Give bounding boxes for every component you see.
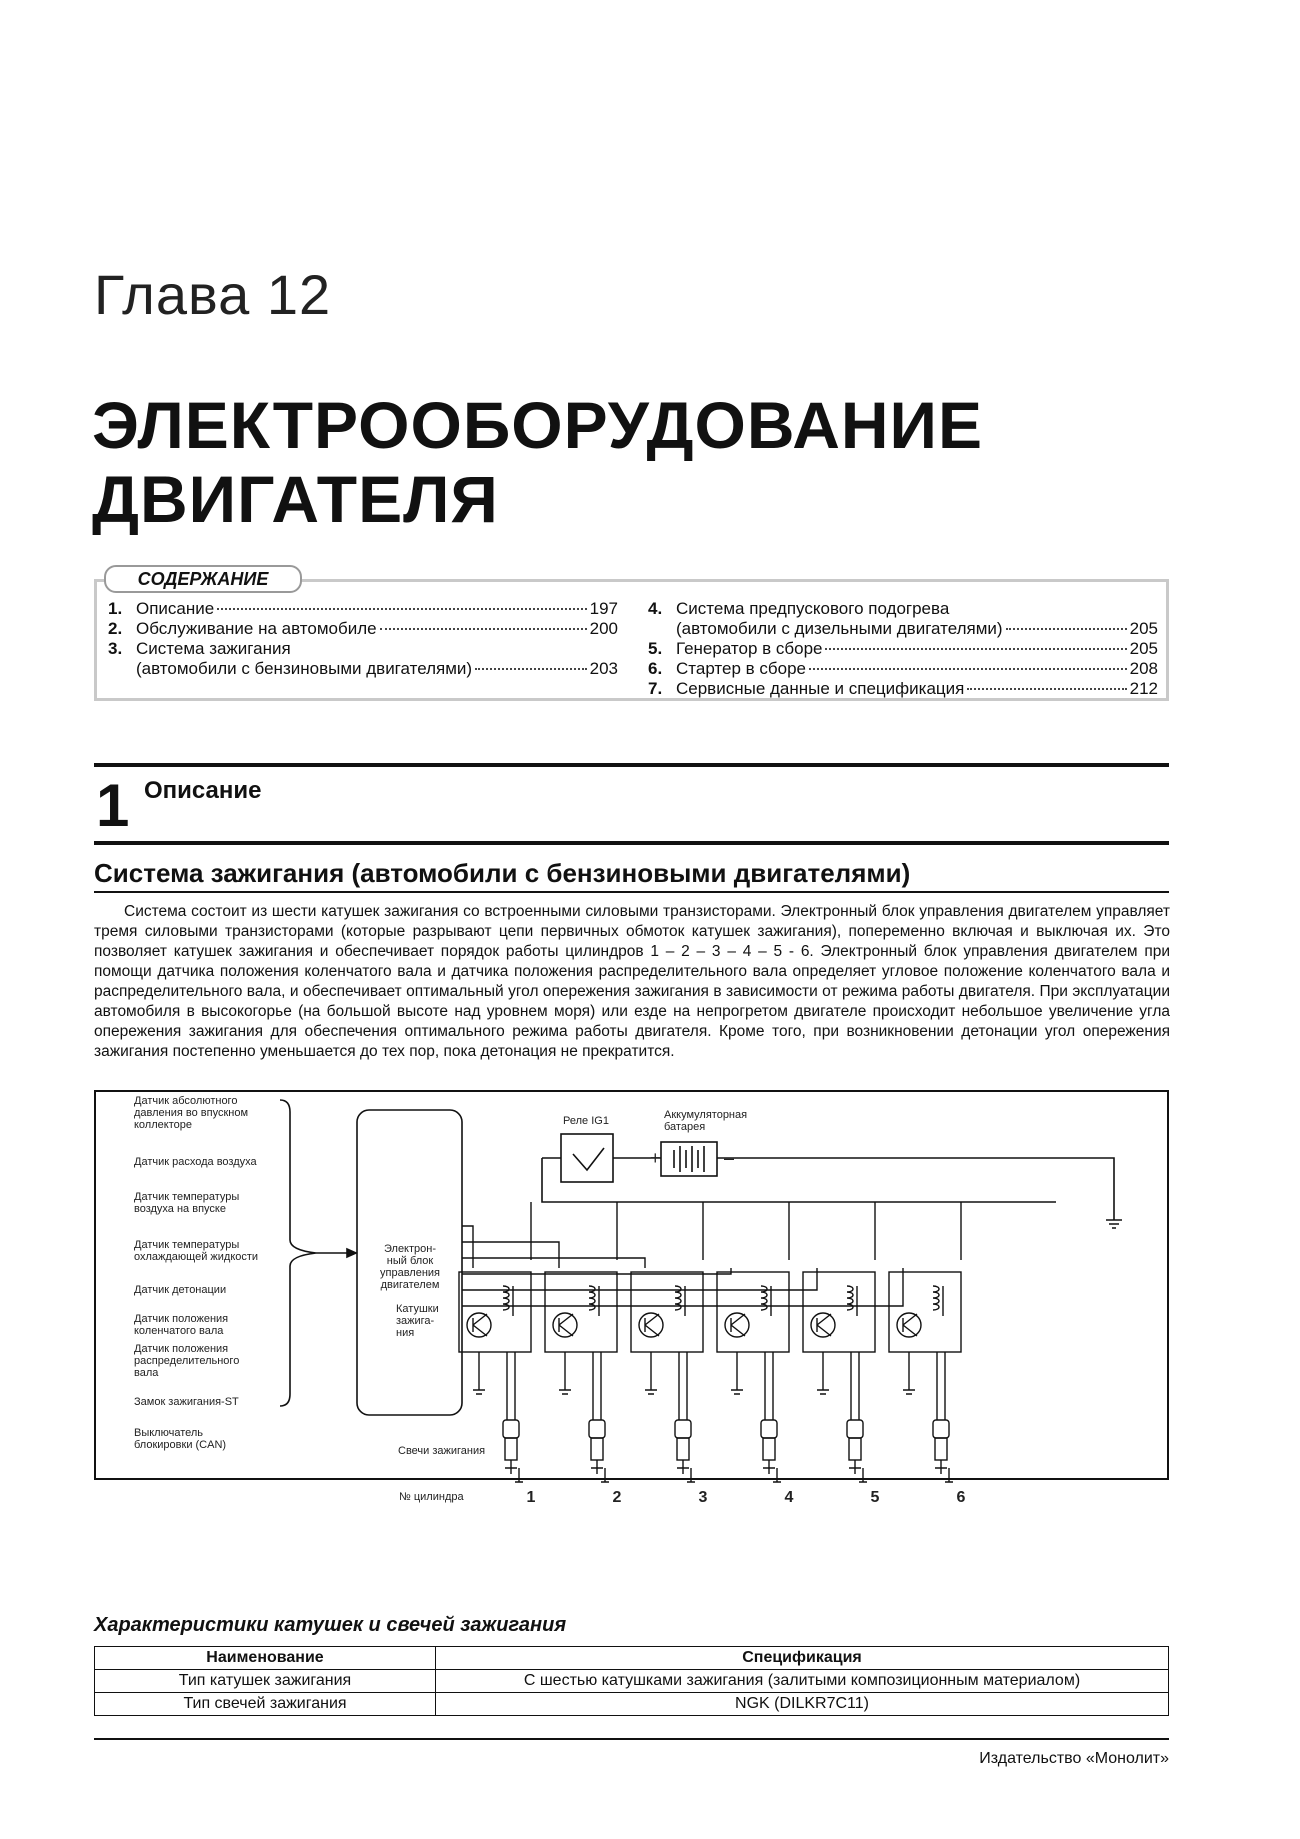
contents-item[interactable]: 1. Описание 197 — [108, 599, 618, 618]
coil-signal-wire — [462, 1226, 473, 1268]
cylinder-label: № цилиндра — [399, 1491, 464, 1503]
sensor-label: Датчик расхода воздуха — [134, 1156, 257, 1168]
transistor-symbol — [559, 1314, 573, 1336]
spark-plug-body — [677, 1438, 689, 1460]
ignition-cable — [507, 1352, 515, 1420]
spark-plug-insulator — [847, 1420, 863, 1438]
ignition-coil — [889, 1272, 961, 1352]
ecu-label: Электрон-ный блок управления двигателем — [380, 1243, 440, 1291]
ignition-cable — [937, 1352, 945, 1420]
table-row — [95, 1693, 1169, 1716]
ignition-coil — [631, 1272, 703, 1352]
ignition-wiring-diagram — [94, 1090, 1169, 1506]
ignition-coil — [717, 1272, 789, 1352]
contents-item-continuation[interactable]: (автомобили с дизельными двигателями) 205 — [676, 619, 1158, 638]
contents-item[interactable]: 7. Сервисные данные и спецификация 212 — [648, 679, 1158, 698]
coil-ground — [645, 1352, 657, 1394]
coil-ground — [559, 1352, 571, 1394]
sensor-label: Датчик температуры воздуха на впуске — [134, 1191, 240, 1215]
contents-item[interactable]: 4. Система предпускового подогрева — [648, 599, 950, 618]
power-transistor — [467, 1313, 491, 1337]
section-title: Описание — [144, 777, 262, 804]
relay-label: Реле IG1 — [563, 1115, 609, 1127]
coil-ground — [731, 1352, 743, 1394]
power-bus — [542, 1158, 1056, 1202]
spark-plug-insulator — [503, 1420, 519, 1438]
relay-box — [561, 1134, 613, 1182]
table-cell: Тип катушек зажигания — [95, 1670, 436, 1693]
chapter-title-line-1: ЭЛЕКТРООБОРУДОВАНИЕ — [92, 388, 983, 462]
cylinder-number: 1 — [526, 1489, 536, 1506]
spark-plug-insulator — [675, 1420, 691, 1438]
table-cell: NGK (DILKR7C11) — [436, 1693, 1169, 1716]
spark-plug-insulator — [761, 1420, 777, 1438]
coil-ground — [473, 1352, 485, 1394]
coils-label: Катушки зажига-ния — [396, 1303, 439, 1339]
ignition-coil — [803, 1272, 875, 1352]
sensor-label: Датчик абсолютного давления во впускном коллекторе — [134, 1095, 249, 1131]
ignition-coil — [545, 1272, 617, 1352]
transistor-symbol — [903, 1314, 917, 1336]
transistor-symbol — [645, 1314, 659, 1336]
section-rule-bottom — [94, 841, 1169, 845]
footer-rule — [94, 1738, 1169, 1740]
coil-ground — [817, 1352, 829, 1394]
coil-winding — [847, 1286, 857, 1316]
table-title: Характеристики катушек и свечей зажигания — [94, 1614, 567, 1636]
plugs-label: Свечи зажигания — [398, 1445, 486, 1457]
column-header-name: Наименование — [95, 1647, 436, 1670]
arrow-head — [347, 1249, 356, 1257]
ignition-cable — [765, 1352, 773, 1420]
table-cell: С шестью катушками зажигания (залитыми композиционным материалом) — [436, 1670, 1169, 1693]
chapter-label: Глава 12 — [94, 263, 332, 326]
power-transistor — [725, 1313, 749, 1337]
spark-plug-body — [935, 1438, 947, 1460]
chapter-title — [92, 388, 983, 536]
ignition-cable — [851, 1352, 859, 1420]
ignition-cable — [593, 1352, 601, 1420]
contents-item[interactable]: 2. Обслуживание на автомобиле 200 — [108, 619, 618, 638]
battery-minus-label: – — [724, 1148, 735, 1168]
sensor-label: Датчик положения коленчатого вала — [134, 1313, 229, 1337]
subsection-rule — [94, 891, 1169, 893]
ignition-cable — [679, 1352, 687, 1420]
cylinder-number: 5 — [870, 1489, 880, 1506]
subsection-title: Система зажигания (автомобили с бензиновыми двигателями) — [94, 858, 911, 888]
table-header-row — [95, 1647, 1169, 1670]
sensor-label: Датчик положения распределительного вала — [134, 1343, 240, 1379]
spark-plug-ground — [763, 1460, 781, 1482]
publisher: Издательство «Монолит» — [979, 1750, 1169, 1767]
power-transistor — [639, 1313, 663, 1337]
chapter-title-line-2: ДВИГАТЕЛЯ — [92, 462, 499, 536]
cylinder-number: 2 — [612, 1489, 622, 1506]
power-transistor — [811, 1313, 835, 1337]
spark-plug-ground — [935, 1460, 953, 1482]
power-transistor — [553, 1313, 577, 1337]
table-cell: Тип свечей зажигания — [95, 1693, 436, 1716]
relay-switch — [573, 1148, 604, 1170]
coil-ground — [903, 1352, 915, 1394]
battery-plus-label: + — [650, 1148, 661, 1168]
spark-plug-ground — [591, 1460, 609, 1482]
contents-item[interactable]: 3. Система зажигания — [108, 639, 291, 658]
spark-plug-insulator — [933, 1420, 949, 1438]
spec-table — [94, 1646, 1169, 1716]
transistor-symbol — [473, 1314, 487, 1336]
sensor-group-brace — [280, 1100, 316, 1406]
cylinder-number: 6 — [956, 1489, 966, 1506]
contents-item[interactable]: 6. Стартер в сборе 208 — [648, 659, 1158, 678]
spark-plug-body — [505, 1438, 517, 1460]
sensor-label: Датчик детонации — [134, 1284, 227, 1296]
battery-label: Аккумуляторная батарея — [664, 1109, 748, 1133]
spark-plug-ground — [849, 1460, 867, 1482]
supply-wire — [542, 1158, 1114, 1220]
column-header-spec: Спецификация — [436, 1647, 1169, 1670]
coil-signal-wire — [462, 1242, 559, 1268]
body-paragraph: Система состоит из шести катушек зажигания со встроенными силовыми транзисторами. Электронный блок управления двигателем управляет тремя силовыми транзисторами (которые разрывают цепи первичных обмоток катушек зажигания), попеременно включая и выключая их. Это позволяет катушек зажигания и обеспечивает порядок работы цилиндров 1 – 2 – 3 – 4 – 5 - 6. Электронный блок управления двигателем при помощи датчика положения коленчатого вала и датчика положения распределительного вала определяет угловое положение коленчатого вала и распределительного вала, и обеспечивает оптимальный угол опережения зажигания в зависимости от режима работы двигателя. При эксплуатации автомобиля в высокогорье (на большой высоте над уровнем моря) или езде на непрогретом двигателе происходит небольшое увеличение угла опережения зажигания для обеспечения оптимального режима работы двигателя. Кроме того, при возникновении детонации угол опережения зажигания постепенно уменьшается до тех пор, пока детонация не прекратится. — [94, 903, 1170, 1060]
sensor-label: Замок зажигания-ST — [134, 1396, 239, 1408]
spark-plug-body — [591, 1438, 603, 1460]
contents-heading: СОДЕРЖАНИЕ — [104, 565, 302, 593]
section-number: 1 — [96, 772, 130, 839]
spark-plug-insulator — [589, 1420, 605, 1438]
spark-plug-body — [763, 1438, 775, 1460]
spark-plug-ground — [677, 1460, 695, 1482]
power-transistor — [897, 1313, 921, 1337]
transistor-symbol — [731, 1314, 745, 1336]
table-row — [95, 1670, 1169, 1693]
battery-box — [661, 1142, 717, 1176]
battery-cells — [674, 1146, 704, 1172]
cylinder-number: 4 — [784, 1489, 794, 1506]
coil-signal-wire — [462, 1268, 731, 1274]
battery-ground — [1106, 1220, 1122, 1228]
sensor-label: Выключатель блокировки (CAN) — [134, 1427, 227, 1451]
spark-plug-body — [849, 1438, 861, 1460]
contents-left-column — [108, 599, 618, 679]
contents-item[interactable]: 5. Генератор в сборе 205 — [648, 639, 1158, 658]
transistor-symbol — [817, 1314, 831, 1336]
contents-right-column — [648, 599, 1158, 699]
cylinder-number: 3 — [698, 1489, 708, 1506]
coil-winding — [933, 1286, 943, 1316]
ignition-coil — [459, 1272, 531, 1352]
sensor-label: Датчик температуры охлаждающей жидкости — [134, 1239, 259, 1263]
contents-item-continuation[interactable]: (автомобили с бензиновыми двигателями) 203 — [136, 659, 618, 678]
spark-plug-ground — [505, 1460, 523, 1482]
section-rule-top — [94, 763, 1169, 767]
